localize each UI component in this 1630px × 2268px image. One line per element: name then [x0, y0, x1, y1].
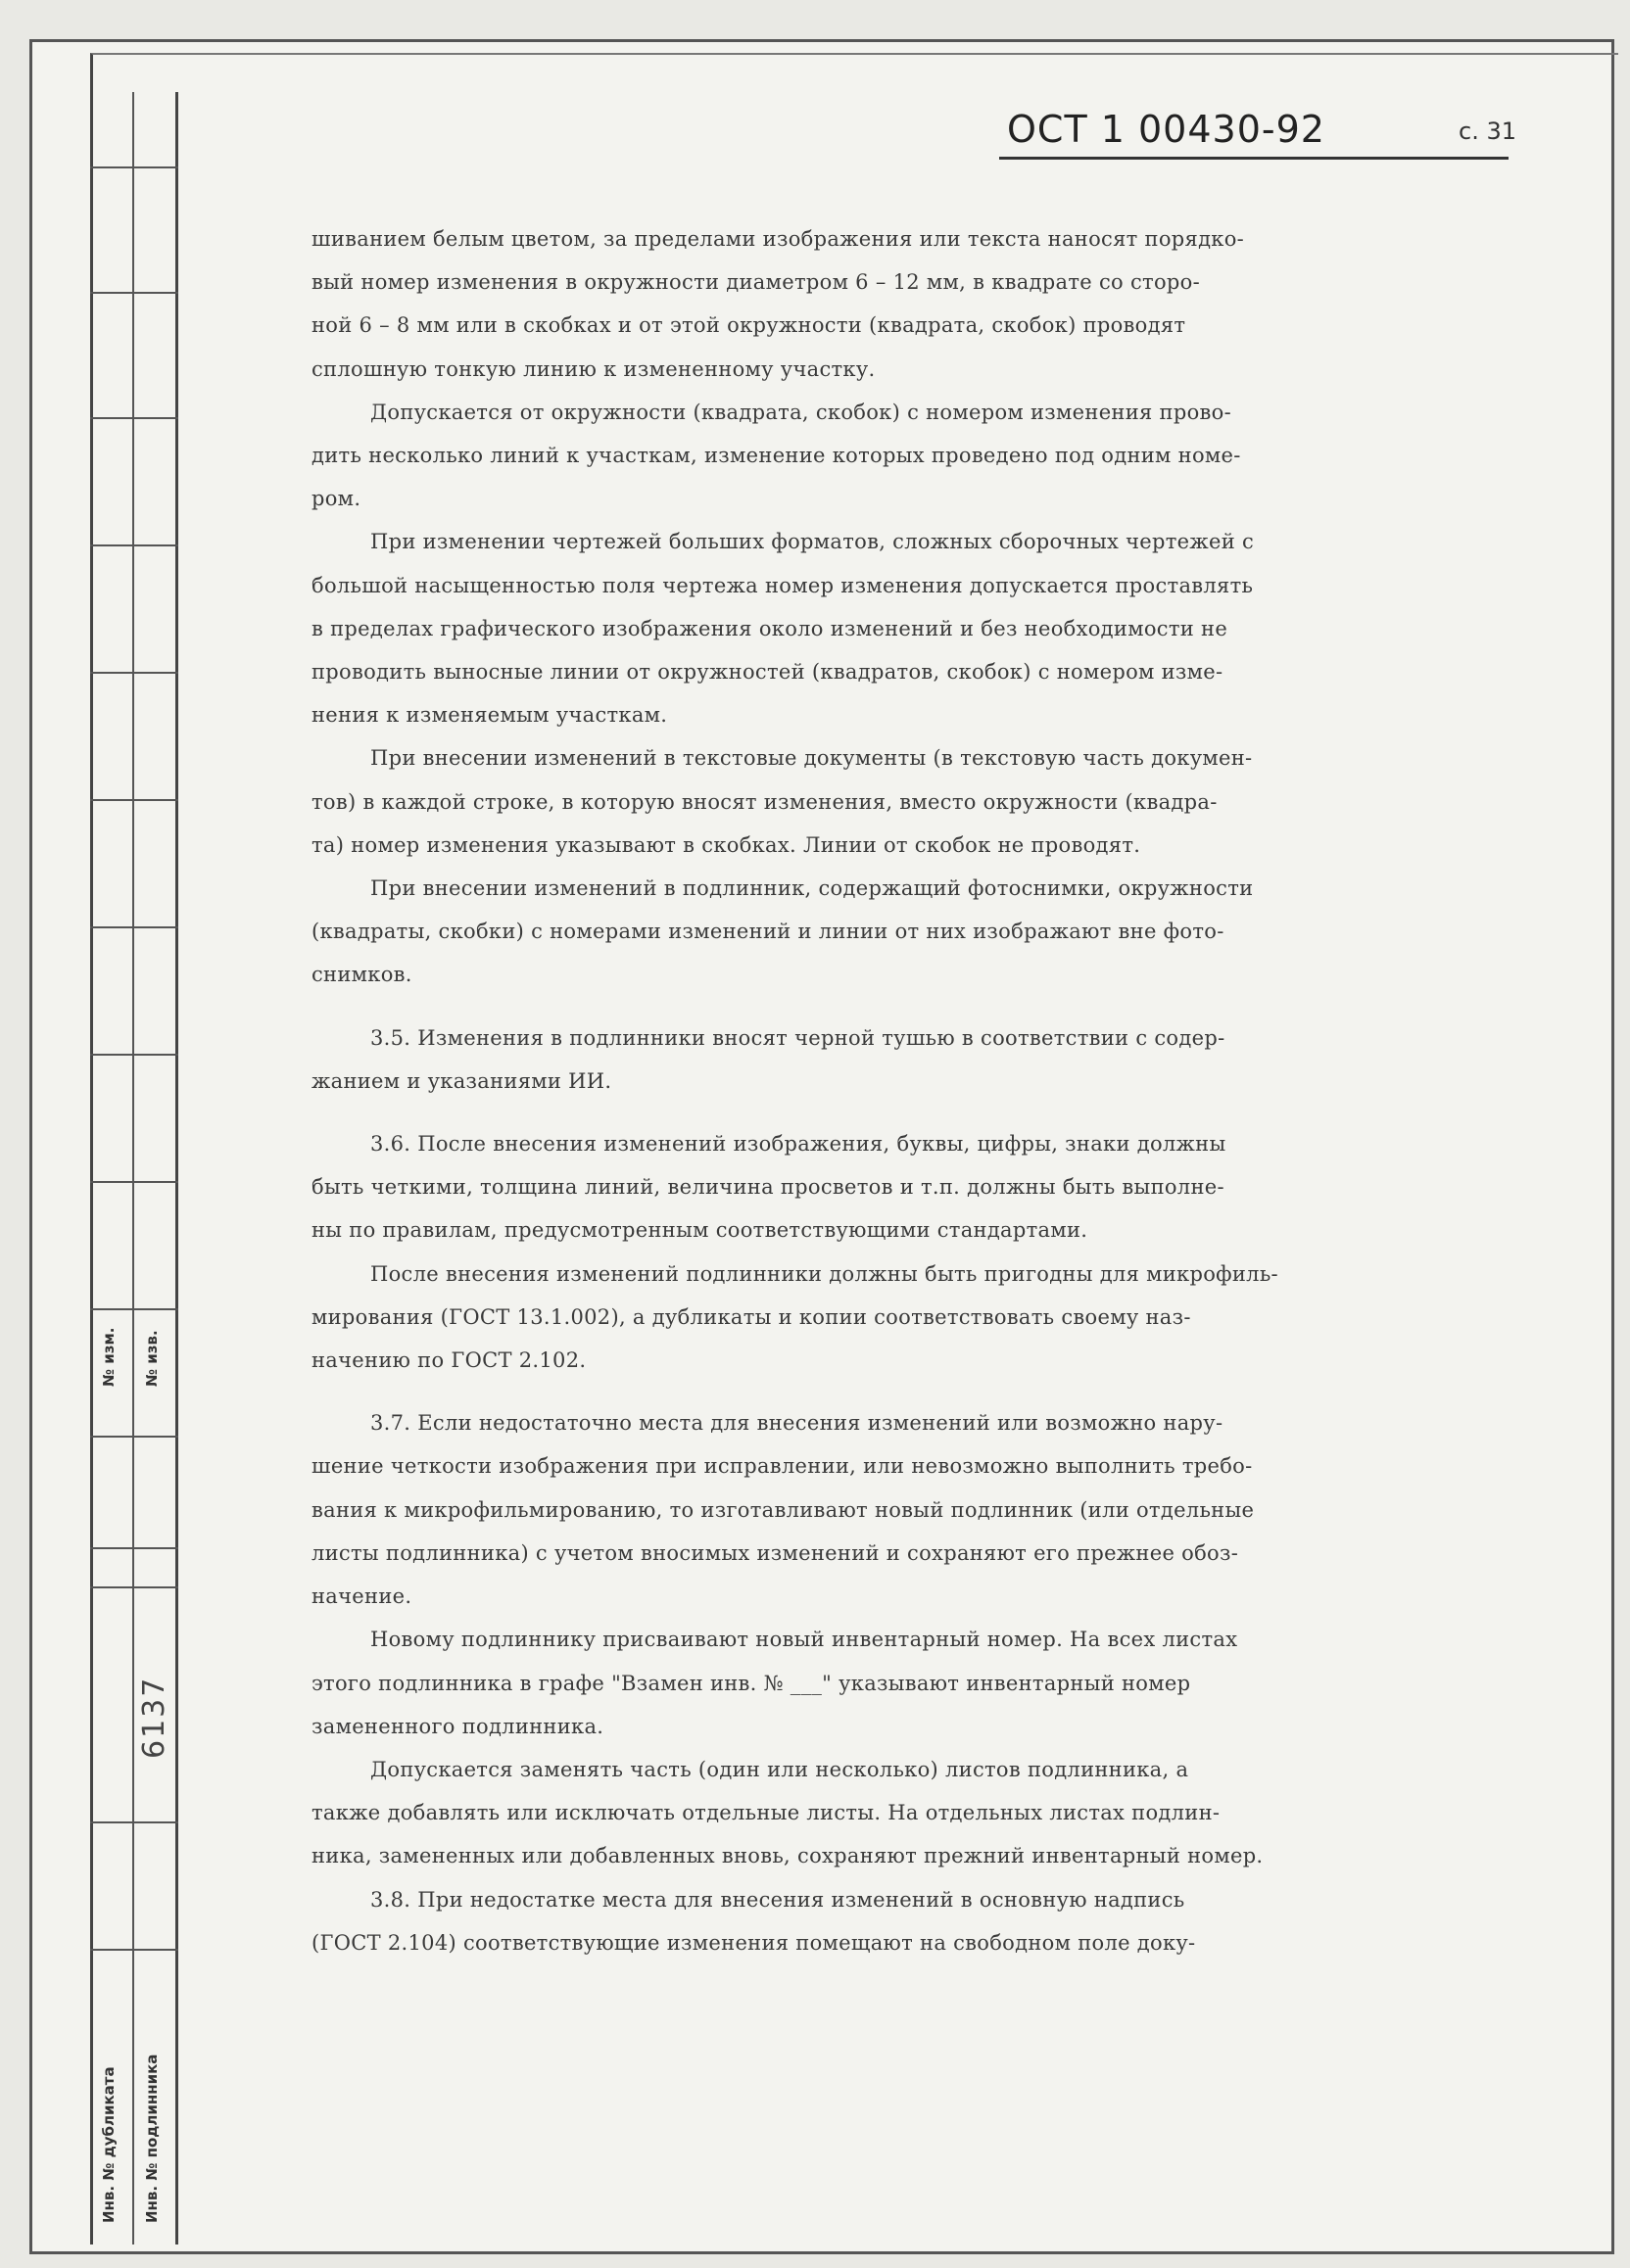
text-line: Новому подлиннику присваивают новый инвентарный номер. На всех листах — [370, 1628, 1238, 1652]
text-line: ника, замененных или добавленных вновь, сохраняют прежний инвентарный номер. — [312, 1844, 1264, 1868]
side-table-rule — [90, 1821, 178, 1823]
text-line: (квадраты, скобки) с номерами изменений и линии от них изображают вне фото- — [312, 920, 1224, 944]
paragraph-gap — [312, 1103, 1460, 1122]
side-table-rule — [90, 417, 178, 419]
text-line: этого подлинника в графе "Взамен инв. № ___" указывают инвентарный номер — [312, 1671, 1191, 1695]
side-table-rule — [90, 1586, 178, 1588]
side-table-rule — [90, 1949, 178, 1951]
text-line: листы подлинника) с учетом вносимых изменений и сохраняют его прежнее обоз- — [312, 1540, 1239, 1565]
side-table-rule — [90, 926, 178, 928]
text-line: тов) в каждой строке, в которую вносят изменения, вместо окружности (квадра- — [312, 789, 1218, 814]
side-table-rule — [90, 1181, 178, 1183]
text-line: вый номер изменения в окружности диаметром 6 – 12 мм, в квадрате со сторо- — [312, 270, 1200, 295]
text-line: 3.5. Изменения в подлинники вносят черной тушью в соответствии с содер- — [370, 1025, 1225, 1050]
side-table-rule — [90, 672, 178, 674]
text-line: мирования (ГОСТ 13.1.002), а дубликаты и копии соответствовать своему наз- — [312, 1304, 1191, 1329]
page-number: с. 31 — [1459, 118, 1516, 145]
side-table-rule — [90, 544, 178, 546]
text-line: При изменении чертежей больших форматов, сложных сборочных чертежей с — [370, 530, 1255, 554]
side-label-notice-no: № изв. — [143, 1330, 161, 1387]
side-table-rule — [90, 1547, 178, 1549]
paragraph-gap — [312, 997, 1460, 1016]
text-line: та) номер изменения указывают в скобках. Линии от скобок не проводят. — [312, 832, 1141, 857]
side-stamp-table — [90, 92, 178, 2244]
side-table-rule — [90, 292, 178, 294]
side-label-change-no: № изм. — [100, 1327, 118, 1387]
text-line: начение. — [312, 1584, 412, 1609]
text-line: 3.8. При недостатке места для внесения изменений в основную надпись — [370, 1887, 1185, 1912]
text-line: также добавлять или исключать отдельные листы. На отдельных листах подлин- — [312, 1801, 1221, 1825]
text-line: ром. — [312, 487, 361, 511]
text-line: сплошную тонкую линию к измененному участку. — [312, 356, 876, 381]
text-line: вания к микрофильмированию, то изготавливают новый подлинник (или отдельные — [312, 1497, 1255, 1522]
page-header — [1007, 102, 1516, 159]
side-table-rule — [90, 1308, 178, 1310]
text-line: 3.6. После внесения изменений изображения, буквы, цифры, знаки должны — [370, 1132, 1226, 1157]
text-line: начению по ГОСТ 2.102. — [312, 1348, 587, 1373]
text-line: проводить выносные линии от окружностей (квадратов, скобок) с номером изме- — [312, 660, 1223, 685]
document-code: ОСТ 1 00430-92 — [1007, 108, 1325, 151]
side-table-rule — [90, 1436, 178, 1438]
text-line: жанием и указаниями ИИ. — [312, 1068, 612, 1093]
text-line: в пределах графического изображения около изменений и без необходимости не — [312, 616, 1228, 640]
paragraph-gap — [312, 1382, 1460, 1401]
text-line: При внесении изменений в подлинник, содержащий фотоснимки, окружности — [370, 876, 1254, 901]
text-line: шиванием белым цветом, за пределами изображения или текста наносят порядко- — [312, 227, 1245, 251]
side-table-rule — [90, 166, 178, 168]
text-line: Допускается заменять часть (один или несколько) листов подлинника, а — [370, 1757, 1189, 1781]
text-line: шение четкости изображения при исправлении, или невозможно выполнить требо- — [312, 1454, 1253, 1479]
text-line: После внесения изменений подлинники должны быть пригодны для микрофиль- — [370, 1261, 1278, 1286]
body-text — [312, 217, 1460, 1964]
text-line: нения к изменяемым участкам. — [312, 703, 668, 728]
inventory-number: 6137 — [137, 1676, 171, 1759]
side-label-original-inv: Инв. № подлинника — [143, 2054, 161, 2223]
text-line: ны по правилам, предусмотренным соответствующими стандартами. — [312, 1218, 1088, 1243]
side-table-divider — [132, 92, 134, 2244]
text-line: 3.7. Если недостаточно места для внесения изменений или возможно нару- — [370, 1411, 1223, 1436]
text-line: ной 6 – 8 мм или в скобках и от этой окружности (квадрата, скобок) проводят — [312, 313, 1186, 338]
text-line: снимков. — [312, 963, 412, 987]
text-line: (ГОСТ 2.104) соответствующие изменения помещают на свободном поле доку- — [312, 1930, 1196, 1955]
text-line: дить несколько линий к участкам, изменение которых проведено под одним номе- — [312, 444, 1241, 468]
text-line: большой насыщенностью поля чертежа номер изменения допускается проставлять — [312, 573, 1254, 597]
text-line: Допускается от окружности (квадрата, скобок) с номером изменения прово- — [370, 400, 1231, 424]
text-line: При внесении изменений в текстовые документы (в текстовую часть докумен- — [370, 746, 1253, 771]
side-table-rule — [90, 799, 178, 801]
header-underline — [999, 157, 1509, 160]
text-line: быть четкими, толщина линий, величина просветов и т.п. должны быть выполне- — [312, 1175, 1224, 1200]
side-table-rule — [90, 1054, 178, 1056]
text-line: замененного подлинника. — [312, 1714, 604, 1738]
side-label-duplicate-inv: Инв. № дубликата — [100, 2066, 118, 2223]
